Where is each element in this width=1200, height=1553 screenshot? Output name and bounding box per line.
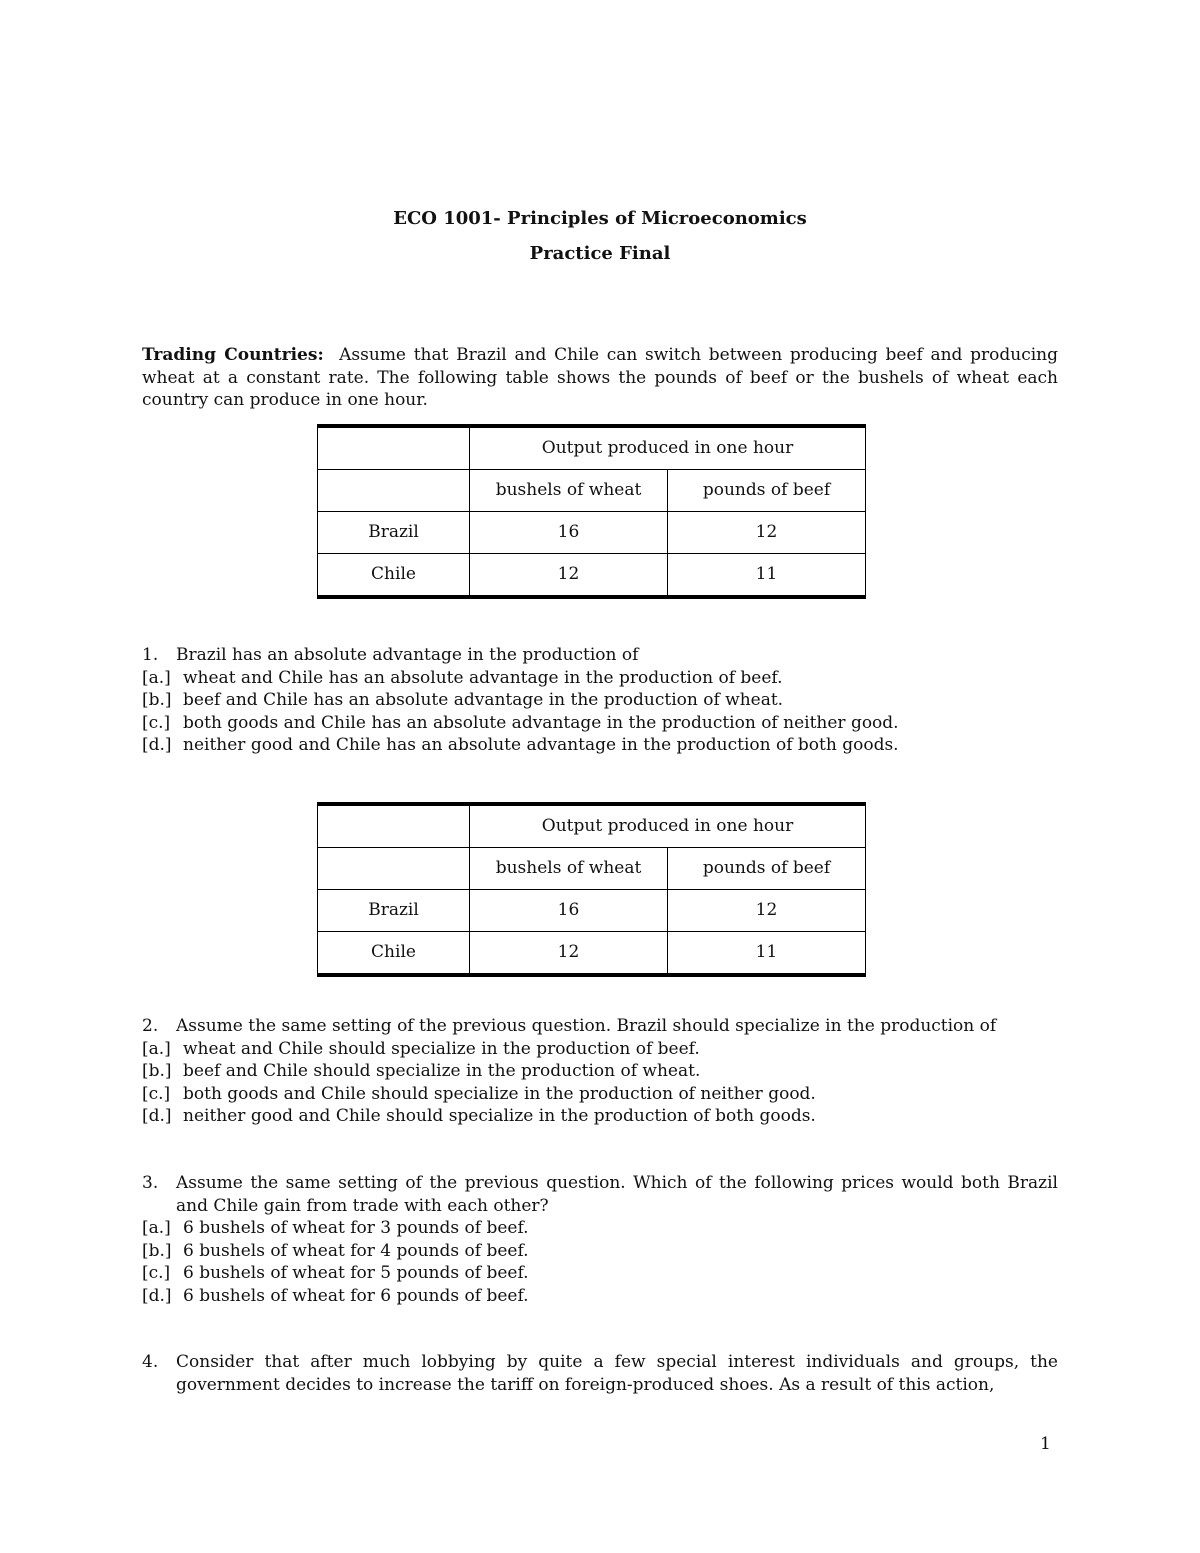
option-text: beef and Chile should specialize in the production of wheat. [183, 1061, 701, 1081]
option-text: wheat and Chile has an absolute advantage in the production of beef. [183, 667, 783, 688]
option-text: 6 bushels of wheat for 3 pounds of beef. [183, 1218, 529, 1238]
column-header-wheat: bushels of wheat [470, 848, 668, 890]
answer-option [142, 667, 1058, 690]
question-stem: Assume the same setting of the previous question. Which of the following prices would both Brazil and Chile gain from trade with each other? [176, 1173, 1058, 1216]
cell-wheat: 16 [470, 890, 668, 932]
answer-option [142, 1217, 1058, 1240]
question-4 [142, 1351, 1058, 1396]
option-text: 6 bushels of wheat for 6 pounds of beef. [183, 1285, 529, 1306]
option-text: beef and Chile has an absolute advantage in the production of wheat. [183, 690, 784, 710]
option-text: neither good and Chile should specialize in the production of both goods. [183, 1106, 816, 1126]
column-header-beef: pounds of beef [668, 470, 866, 512]
row-label-country: Chile [318, 554, 470, 598]
row-label-country: Brazil [318, 890, 470, 932]
column-header-beef: pounds of beef [668, 848, 866, 890]
option-letter: [c.] [142, 712, 171, 733]
cell-beef: 12 [668, 512, 866, 554]
option-letter: [c.] [142, 1083, 171, 1104]
row-label-country: Chile [318, 932, 470, 976]
table-row [318, 512, 866, 554]
cell-beef: 11 [668, 554, 866, 598]
answer-option [142, 1060, 1058, 1083]
answer-option [142, 1240, 1058, 1263]
cell-wheat: 12 [470, 932, 668, 976]
cell-wheat: 16 [470, 512, 668, 554]
table-caption: Output produced in one hour [470, 804, 866, 848]
option-text: 6 bushels of wheat for 4 pounds of beef. [183, 1240, 529, 1261]
answer-option [142, 712, 1058, 735]
answer-option [142, 1105, 1058, 1128]
option-letter: [a.] [142, 1038, 171, 1059]
option-letter: [a.] [142, 667, 171, 688]
question-stem: Brazil has an absolute advantage in the production of [176, 645, 639, 665]
intro-heading: Trading Countries: [142, 345, 324, 365]
table-row [318, 848, 866, 890]
option-letter: [a.] [142, 1218, 171, 1238]
intro-text: Assume that Brazil and Chile can switch between producing beef and producing wheat at a constant rate. The following table shows the pounds of beef or the bushels of wheat each country can produce in one hour. [142, 345, 1058, 410]
cell-wheat: 12 [470, 554, 668, 598]
table-cell-empty [318, 848, 470, 890]
answer-option [142, 689, 1058, 712]
option-letter: [d.] [142, 1285, 172, 1306]
option-letter: [b.] [142, 1061, 172, 1081]
option-text: neither good and Chile has an absolute advantage in the production of both goods. [183, 735, 899, 755]
question-2 [142, 1015, 1058, 1128]
question-stem: Assume the same setting of the previous question. Brazil should specialize in the production of [176, 1016, 997, 1036]
output-table-2 [317, 802, 866, 977]
table-row [318, 426, 866, 470]
answer-option [142, 1083, 1058, 1106]
table-cell-empty [318, 426, 470, 470]
table-row [318, 470, 866, 512]
option-text: both goods and Chile has an absolute advantage in the production of neither good. [183, 712, 899, 733]
intro-paragraph [142, 344, 1058, 412]
page-title: ECO 1001- Principles of Microeconomics [393, 208, 807, 229]
table-row [318, 804, 866, 848]
question-number: 1. [142, 645, 159, 665]
question-1 [142, 644, 1058, 757]
option-letter: [d.] [142, 1106, 172, 1126]
answer-option [142, 1262, 1058, 1285]
answer-option [142, 1038, 1058, 1061]
question-stem: Consider that after much lobbying by quite a few special interest individuals and groups, the government decides to increase the tariff on foreign-produced shoes. As a result of this action, [176, 1352, 1058, 1395]
option-text: wheat and Chile should specialize in the production of beef. [183, 1038, 700, 1059]
option-letter: [d.] [142, 735, 172, 755]
question-number: 2. [142, 1016, 159, 1036]
question-3 [142, 1172, 1058, 1307]
output-table-1 [317, 424, 866, 599]
cell-beef: 12 [668, 890, 866, 932]
option-letter: [c.] [142, 1263, 171, 1283]
question-number: 4. [142, 1352, 159, 1372]
table-row [318, 932, 866, 976]
answer-option [142, 1285, 1058, 1308]
question-number: 3. [142, 1173, 159, 1193]
cell-beef: 11 [668, 932, 866, 976]
table-cell-empty [318, 804, 470, 848]
page-subtitle: Practice Final [529, 243, 671, 264]
option-letter: [b.] [142, 690, 172, 710]
table-caption: Output produced in one hour [470, 426, 866, 470]
table-row [318, 554, 866, 598]
answer-option [142, 734, 1058, 757]
row-label-country: Brazil [318, 512, 470, 554]
page-number: 1 [1040, 1434, 1051, 1454]
option-text: 6 bushels of wheat for 5 pounds of beef. [183, 1263, 529, 1283]
column-header-wheat: bushels of wheat [470, 470, 668, 512]
option-text: both goods and Chile should specialize in the production of neither good. [183, 1083, 816, 1104]
option-letter: [b.] [142, 1240, 172, 1261]
table-row [318, 890, 866, 932]
table-cell-empty [318, 470, 470, 512]
